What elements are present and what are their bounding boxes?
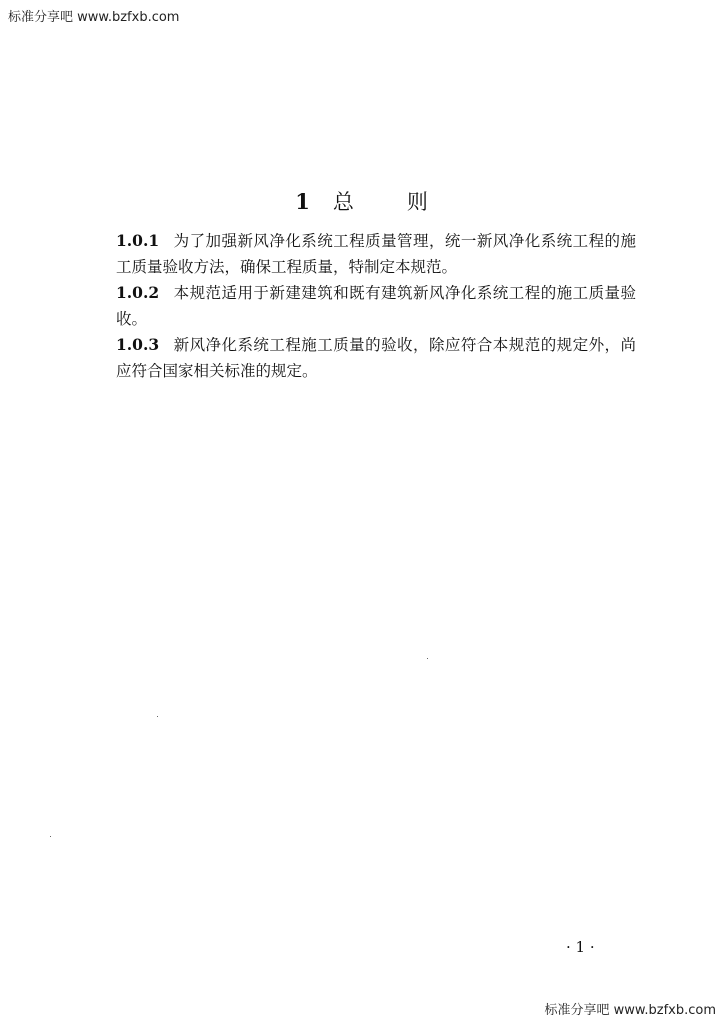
clause-1-0-1: [116, 228, 636, 280]
watermark-top: 标准分享吧 www.bzfxb.com: [8, 10, 180, 25]
clause-number: 1.0.2: [116, 283, 160, 302]
clause-number: 1.0.1: [116, 231, 160, 250]
clause-text: 为了加强新风净化系统工程质量管理，统一新风净化系统工程的施工质量验收方法，确保工程质量，特制定本规范。: [116, 232, 636, 276]
clause-text: 本规范适用于新建建筑和既有建筑新风净化系统工程的施工质量验收。: [116, 284, 636, 328]
scan-speck: [50, 836, 51, 837]
chapter-title-word-1: 总: [332, 190, 355, 214]
clause-text: 新风净化系统工程施工质量的验收，除应符合本规范的规定外，尚应符合国家相关标准的规定。: [116, 336, 636, 380]
chapter-body: [116, 228, 636, 384]
clause-1-0-3: [116, 332, 636, 384]
scan-speck: [157, 716, 158, 717]
chapter-title-word-2: 则: [406, 190, 429, 214]
scan-speck: [427, 658, 428, 659]
page-number: · 1 ·: [566, 938, 595, 956]
chapter-number: 1: [295, 189, 311, 214]
chapter-title: [0, 186, 724, 216]
clause-number: 1.0.3: [116, 335, 160, 354]
watermark-bottom: 标准分享吧 www.bzfxb.com: [544, 1003, 716, 1018]
clause-1-0-2: [116, 280, 636, 332]
